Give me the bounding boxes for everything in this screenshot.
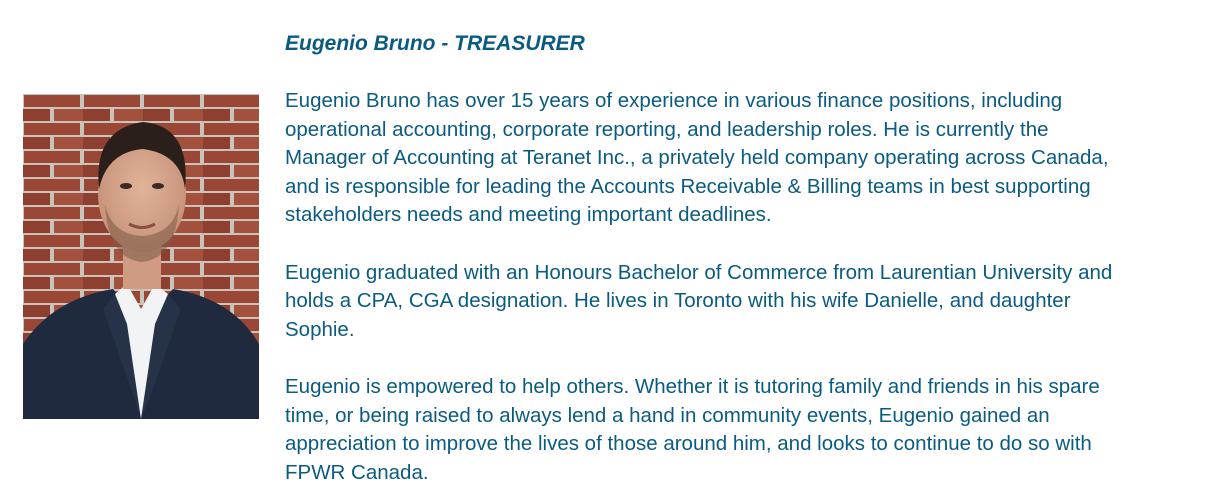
profile-photo bbox=[23, 94, 259, 419]
bio-paragraph-1: Eugenio Bruno has over 15 years of experience in various finance positions, including operational accounting, corporate reporting, and leadership roles. He is currently the Manager of Accounting at Teranet Inc., a privately held company operating across Canada, and is responsible for leading the Accounts Receivable & Billing teams in best supporting stakeholders needs and meeting important deadlines. bbox=[285, 89, 1109, 226]
bio-section bbox=[285, 30, 1195, 487]
bio-paragraph-3: Eugenio is empowered to help others. Whether it is tutoring family and friends in his spare time, or being raised to always lend a hand in community events, Eugenio gained an appreciation to improve the lives of those around him, and looks to continue to do so with FPWR Canada. bbox=[285, 375, 1100, 484]
bio-paragraph-2: Eugenio graduated with an Honours Bachelor of Commerce from Laurentian University and holds a CPA, CGA designation. He lives in Toronto with his wife Danielle, and daughter Sophie. bbox=[285, 260, 1113, 341]
profile-title: Eugenio Bruno - TREASURER bbox=[285, 32, 585, 55]
